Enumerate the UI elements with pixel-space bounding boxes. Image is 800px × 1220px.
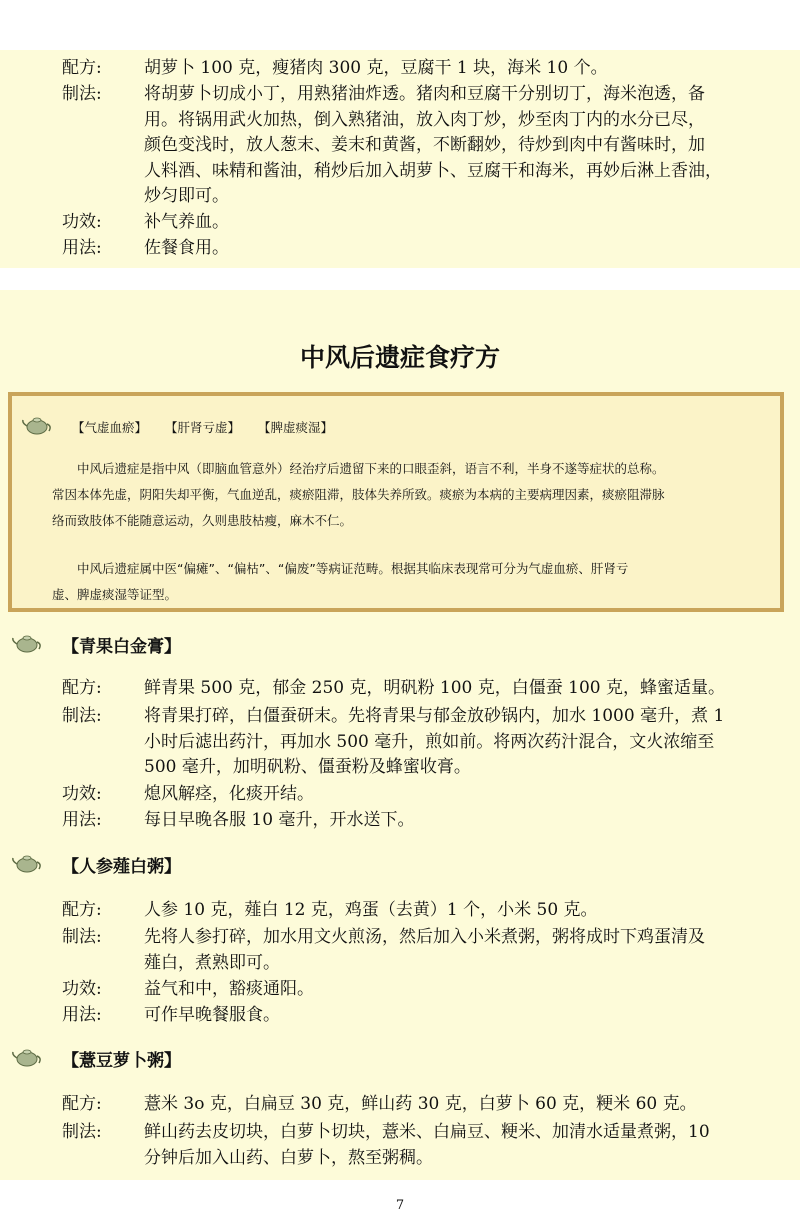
teapot-icon bbox=[12, 1046, 42, 1068]
recipe0-zhifa-row bbox=[62, 82, 782, 210]
label: 用法: bbox=[62, 1005, 102, 1025]
peifang-text: 胡萝卜 100 克，瘦猪肉 300 克，豆腐干 1 块，海米 10 个。 bbox=[144, 58, 608, 78]
label: 制法: bbox=[62, 927, 102, 947]
page-number: 7 bbox=[395, 1198, 405, 1213]
recipe1-peifang-row bbox=[62, 676, 782, 702]
peifang-text: 人参 10 克，薤白 12 克，鸡蛋（去黄）1 个，小米 50 克。 bbox=[144, 900, 598, 920]
intro-box bbox=[8, 392, 784, 612]
yongfa-text: 佐餐食用。 bbox=[144, 238, 229, 258]
recipe2-zhifa-row bbox=[62, 925, 782, 976]
section-title: 中风后遗症食疗方 bbox=[299, 343, 500, 372]
peifang-text: 薏米 3o 克，白扁豆 30 克，鲜山药 30 克，白萝卜 60 克，粳米 60 克。 bbox=[144, 1094, 697, 1114]
recipe3-peifang-row bbox=[62, 1092, 782, 1118]
zhifa-line: 将青果打碎，白僵蚕研末。先将青果与郁金放砂锅内，加水 1000 毫升，煮 1 bbox=[144, 706, 725, 726]
tag: 【肝肾亏虚】 bbox=[165, 420, 241, 435]
yongfa-text: 可作早晚餐服食。 bbox=[144, 1005, 280, 1025]
teapot-icon bbox=[12, 632, 42, 654]
tag: 【气虚血瘀】 bbox=[72, 420, 148, 435]
recipe2-gongxiao-row bbox=[62, 977, 782, 1003]
zhifa-line: 分钟后加入山药、白萝卜，熬至粥稠。 bbox=[144, 1147, 433, 1168]
zhifa-line: 鲜山药去皮切块，白萝卜切块，薏米、白扁豆、粳米、加清水适量煮粥，10 bbox=[144, 1122, 710, 1142]
label: 功效: bbox=[62, 979, 102, 999]
zhifa-line: 颜色变浅时，放人葱末、姜末和黄酱，不断翻妙，待炒到肉中有酱味时，加 bbox=[144, 135, 705, 155]
recipe1-zhifa-row bbox=[62, 704, 782, 781]
zhifa-line: 小时后滤出药汁，再加水 500 毫升，煎如前。将两次药汁混合，文火浓缩至 bbox=[144, 731, 715, 752]
intro-paragraph-2 bbox=[52, 556, 768, 608]
tag-list bbox=[72, 418, 347, 436]
gongxiao-text: 熄风解痉，化痰开结。 bbox=[144, 784, 314, 804]
recipe-title: 【薏豆萝卜粥】 bbox=[62, 1051, 181, 1071]
label: 制法: bbox=[62, 706, 102, 726]
label: 配方: bbox=[62, 58, 102, 78]
intro-paragraph-1 bbox=[52, 456, 768, 534]
para-line: 中风后遗症是指中风（即脑血管意外）经治疗后遗留下来的口眼歪斜，语言不利，半身不遂等症状的总称。 bbox=[77, 461, 665, 476]
recipe1-gongxiao-row bbox=[62, 782, 782, 808]
zhifa-line: 用。将锅用武火加热，倒入熟猪油，放入肉丁炒，炒至肉丁内的水分已尽， bbox=[144, 109, 705, 130]
recipe-title: 【人参薤白粥】 bbox=[62, 857, 181, 877]
teapot-icon bbox=[22, 414, 52, 436]
zhifa-line: 将胡萝卜切成小丁，用熟猪油炸透。猪肉和豆腐干分别切丁，海米泡透，备 bbox=[144, 84, 705, 104]
recipe0-gongxiao-row bbox=[62, 210, 782, 236]
label: 配方: bbox=[62, 900, 102, 920]
para-line: 中风后遗症属中医“偏瘫”、“偏枯”、“偏废”等病证范畴。根据其临床表现常可分为气虚血瘀、肝肾亏 bbox=[77, 561, 629, 576]
recipe-title: 【青果白金膏】 bbox=[62, 637, 181, 657]
zhifa-line: 炒匀即可。 bbox=[144, 186, 229, 206]
label: 功效: bbox=[62, 212, 102, 232]
label: 用法: bbox=[62, 810, 102, 830]
zhifa-line: 先将人参打碎，加水用文火煎汤，然后加入小米煮粥，粥将成时下鸡蛋清及 bbox=[144, 927, 705, 947]
label: 配方: bbox=[62, 678, 102, 698]
para-line: 虚、脾虚痰湿等证型。 bbox=[52, 587, 178, 602]
gongxiao-text: 益气和中，豁痰通阳。 bbox=[144, 979, 314, 999]
zhifa-line: 人料酒、味精和酱油，稍炒后加入胡萝卜、豆腐干和海米，再妙后淋上香油， bbox=[144, 160, 722, 181]
recipe3-zhifa-row bbox=[62, 1120, 782, 1171]
recipe0-peifang-row bbox=[62, 56, 782, 82]
para-line: 常因本体先虚，阴阳失却平衡，气血逆乱，痰瘀阻滞，肢体失养所致。痰瘀为本病的主要病理因素，痰瘀阻滞脉 bbox=[52, 487, 665, 502]
tag: 【脾虚痰湿】 bbox=[258, 420, 334, 435]
zhifa-line: 薤白，煮熟即可。 bbox=[144, 952, 280, 973]
label: 制法: bbox=[62, 1122, 102, 1142]
recipe0-yongfa-row bbox=[62, 236, 782, 262]
peifang-text: 鲜青果 500 克，郁金 250 克，明矾粉 100 克，白僵蚕 100 克，蜂蜜适量。 bbox=[144, 678, 726, 698]
label: 制法: bbox=[62, 84, 102, 104]
recipe2-peifang-row bbox=[62, 898, 782, 924]
yongfa-text: 每日早晚各服 10 毫升，开水送下。 bbox=[144, 810, 415, 830]
label: 配方: bbox=[62, 1094, 102, 1114]
recipe1-yongfa-row bbox=[62, 808, 782, 834]
para-line: 络而致肢体不能随意运动，久则患肢枯瘦，麻木不仁。 bbox=[52, 513, 353, 528]
teapot-icon bbox=[12, 852, 42, 874]
gongxiao-text: 补气养血。 bbox=[144, 212, 229, 232]
recipe2-yongfa-row bbox=[62, 1003, 782, 1029]
label: 功效: bbox=[62, 784, 102, 804]
label: 用法: bbox=[62, 238, 102, 258]
zhifa-line: 500 毫升，加明矾粉、僵蚕粉及蜂蜜收膏。 bbox=[144, 757, 471, 777]
